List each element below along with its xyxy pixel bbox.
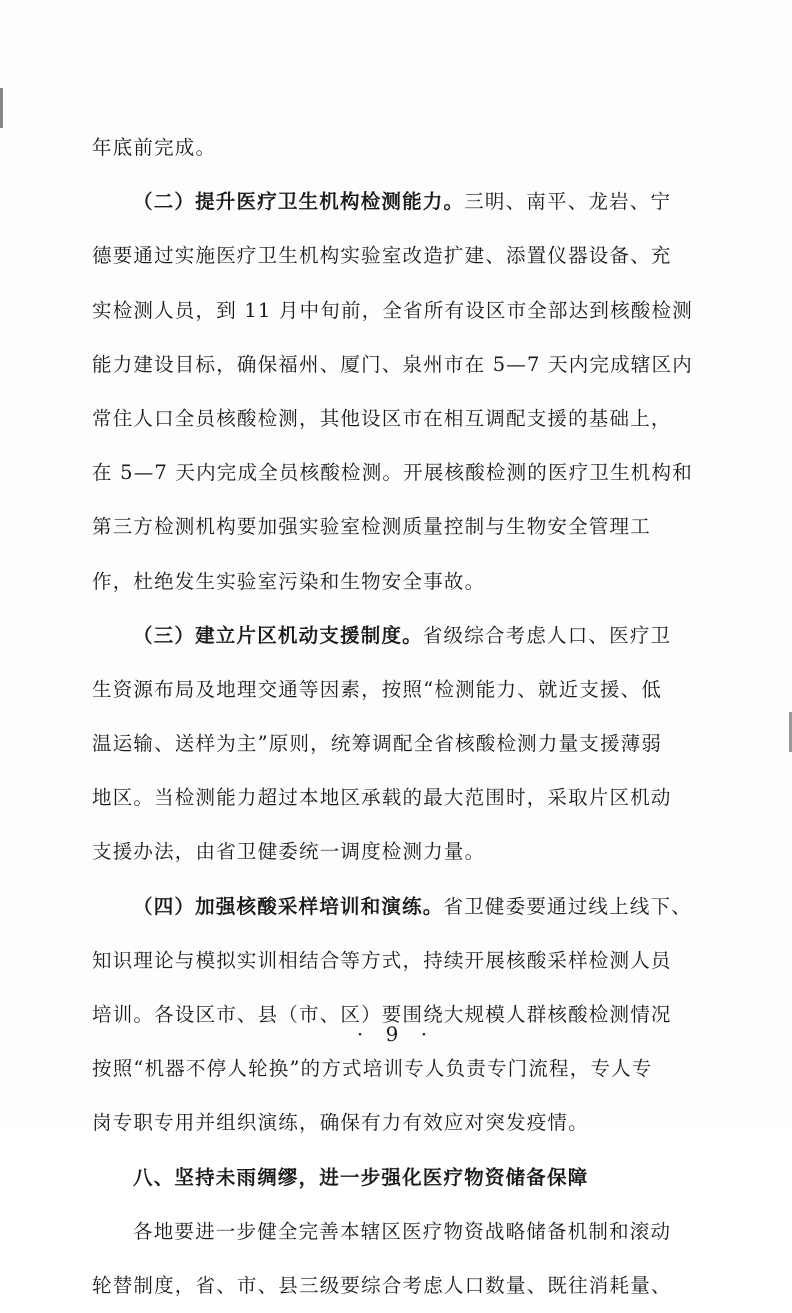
body-text [92,121,698,1313]
text-line: 轮替制度，省、市、县三级要综合考虑人口数量、既往消耗量、 [92,1273,672,1297]
text-line: （三）建立片区机动支援制度。省级综合考虑人口、医疗卫 [133,623,672,647]
text-line: （二）提升医疗卫生机构检测能力。三明、南平、龙岩、宁 [133,190,672,214]
text-line: 德要通过实施医疗卫生机构实验室改造扩建、添置仪器设备、充 [92,244,672,268]
scan-edge-mark-left [0,88,3,128]
text-line: 地区。当检测能力超过本地区承载的最大范围时，采取片区机动 [92,786,672,810]
chapter-heading: 八、坚持未雨绸缪，进一步强化医疗物资储备保障 [133,1165,589,1189]
text-line: 知识理论与模拟实训相结合等方式，持续开展核酸采样检测人员 [92,948,672,972]
text-line: 按照“机器不停人轮换”的方式培训专人负责专门流程，专人专 [92,1057,653,1081]
page-number: · 9 · [356,1022,436,1046]
text-line: （四）加强核酸采样培训和演练。省卫健委要通过线上线下、 [133,894,692,918]
text-line: 在 5—7 天内完成全员核酸检测。开展核酸检测的医疗卫生机构和 [92,461,693,485]
text-line: 岗专职专用并组织演练，确保有力有效应对突发疫情。 [92,1111,589,1135]
text-line: 年底前完成。 [92,136,217,159]
text-line: 温运输、送样为主”原则，统筹调配全省核酸检测力量支援薄弱 [92,732,663,756]
text-line: 支援办法，由省卫健委统一调度检测力量。 [92,840,486,864]
section-heading: （四）加强核酸采样培训和演练。 [133,894,444,918]
text-line: 生资源布局及地理交通等因素，按照“检测能力、就近支援、低 [92,677,663,701]
text-line: 能力建设目标，确保福州、厦门、泉州市在 5—7 天内完成辖区内 [92,352,693,376]
text-line: 常住人口全员核酸检测，其他设区市在相互调配支援的基础上， [92,406,672,430]
section-heading: （二）提升医疗卫生机构检测能力。 [133,190,465,214]
text-line: 作，杜绝发生实验室污染和生物安全事故。 [92,569,486,593]
text-line: 第三方检测机构要加强实验室检测质量控制与生物安全管理工 [92,515,651,539]
section-heading: （三）建立片区机动支援制度。 [133,623,423,647]
text-line: 各地要进一步健全完善本辖区医疗物资战略储备机制和滚动 [133,1219,672,1243]
text-line: 实检测人员，到 11 月中旬前，全省所有设区市全部达到核酸检测 [92,298,693,322]
text-line: 培训。各设区市、县（市、区）要围绕大规模人群核酸检测情况 [92,1003,672,1026]
